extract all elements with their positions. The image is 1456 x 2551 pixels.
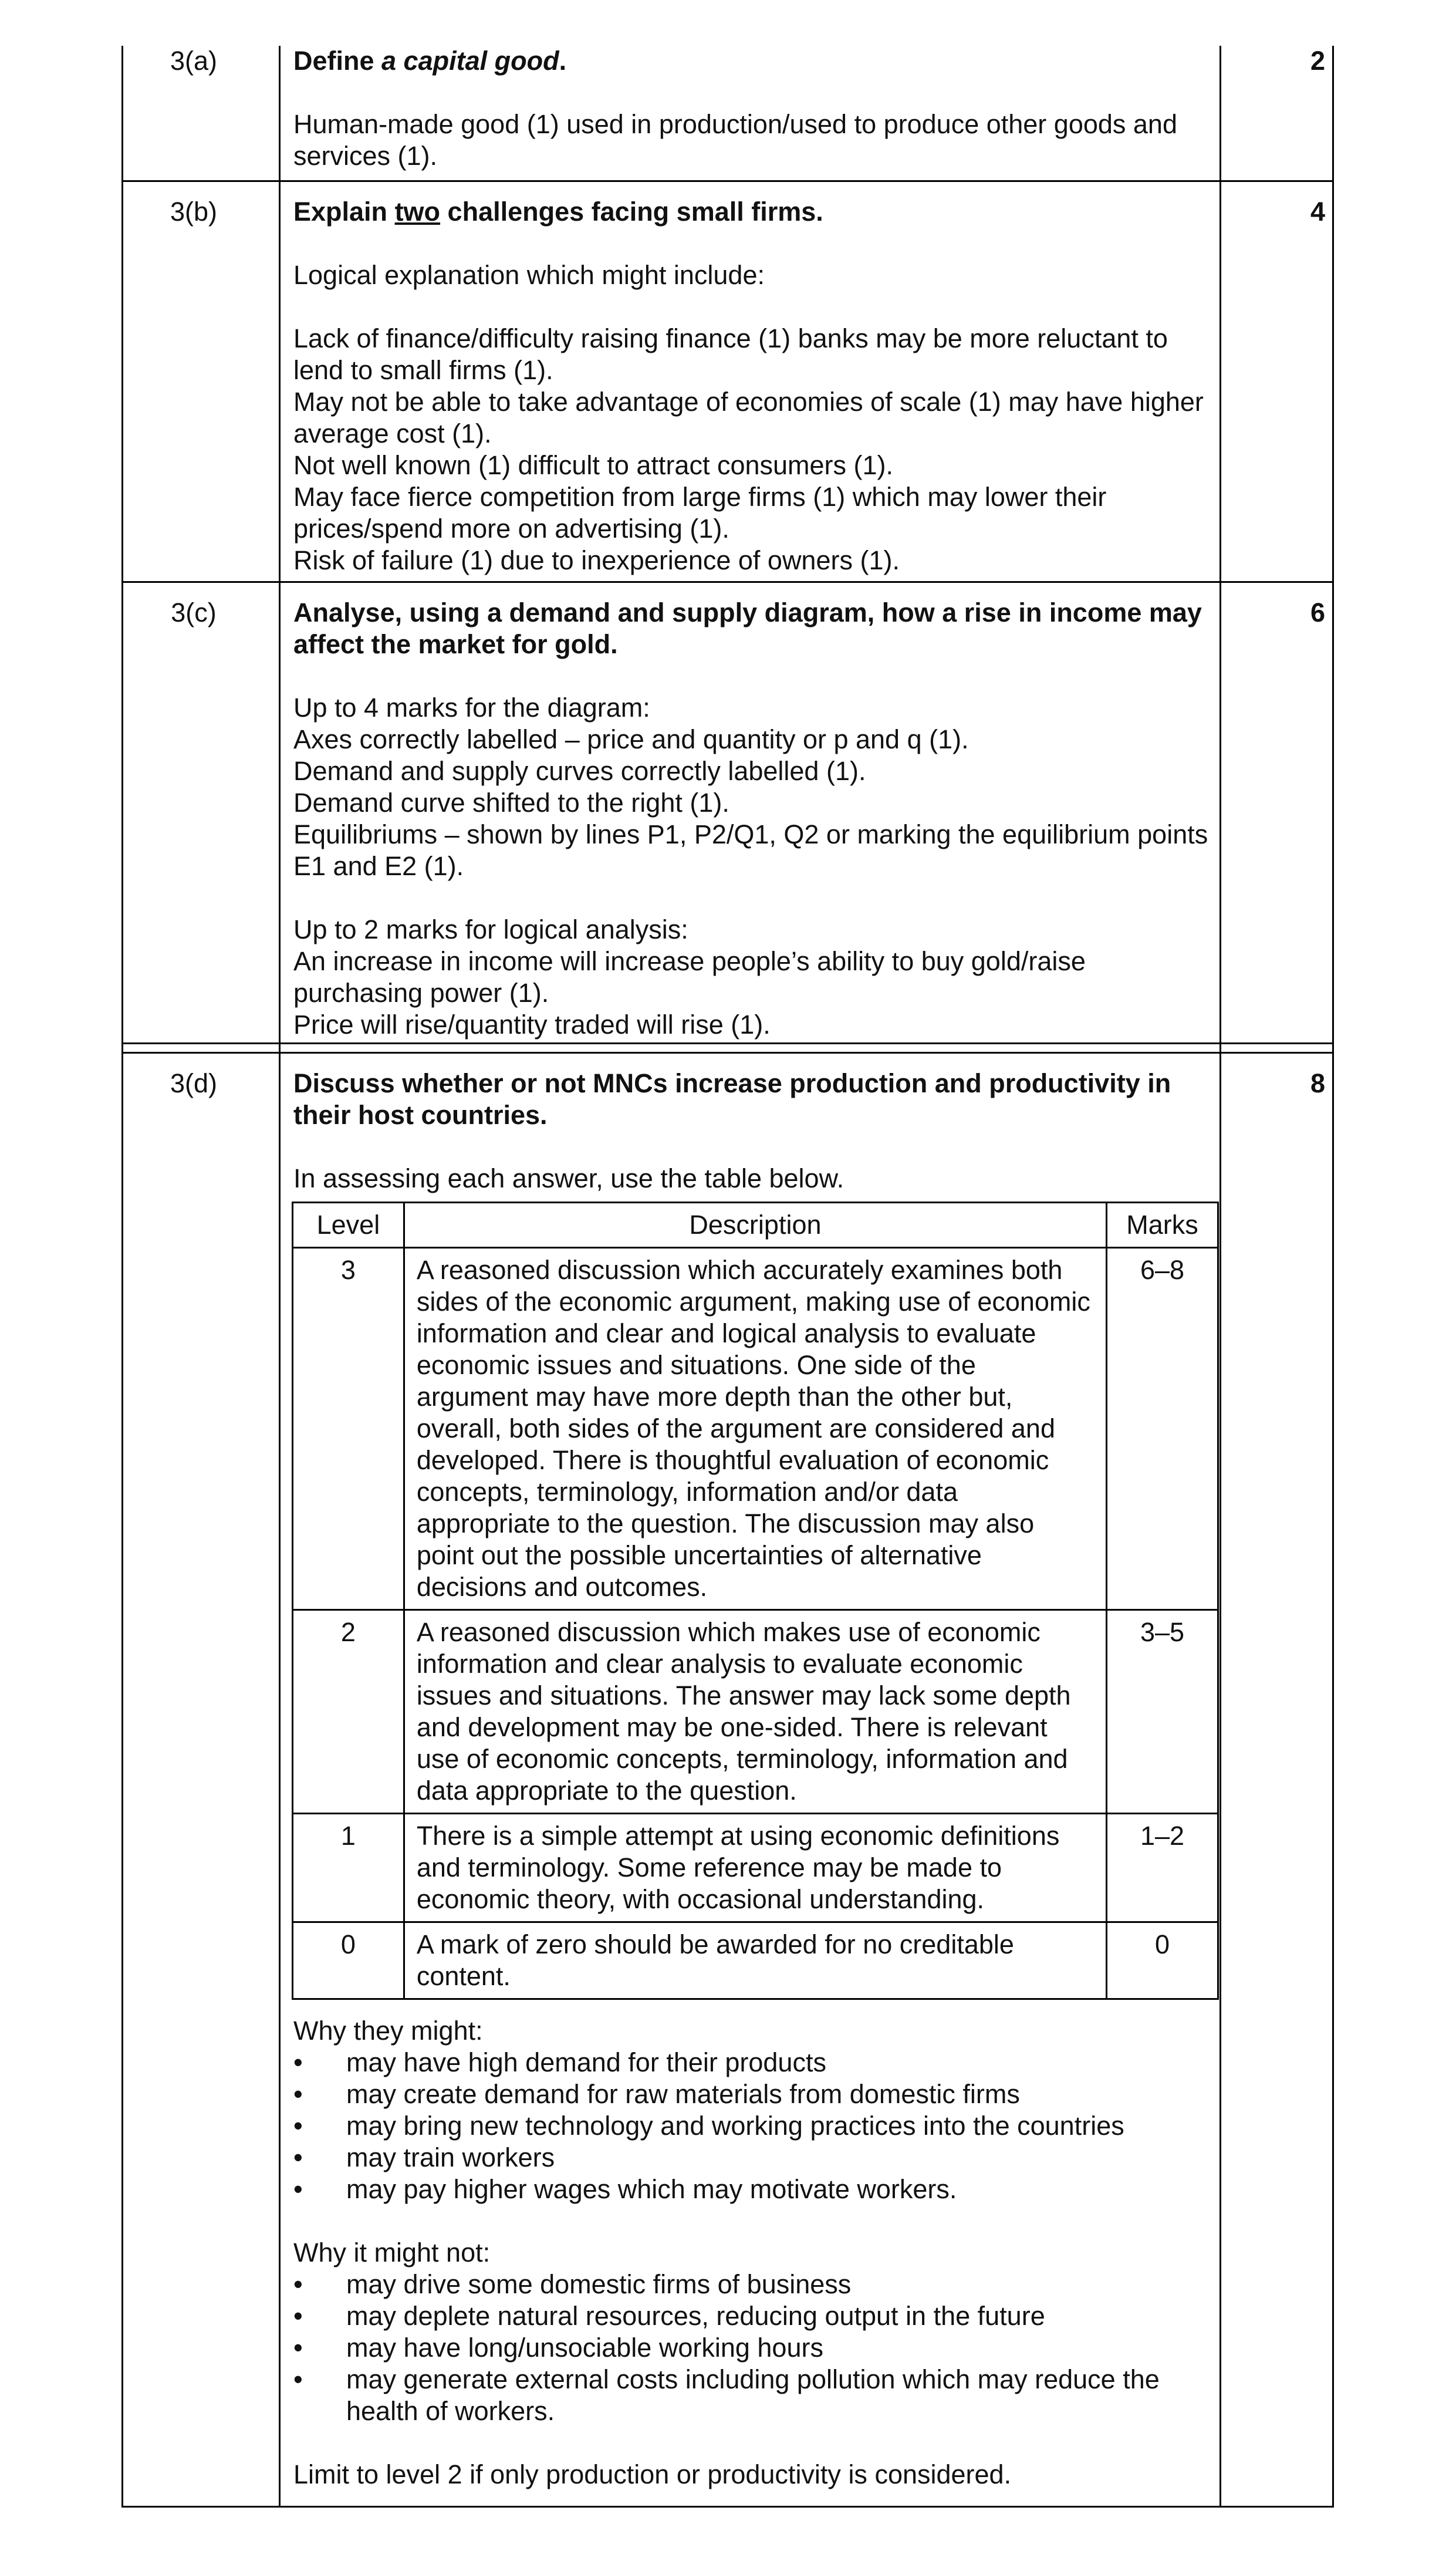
level-cell: 2 (293, 1610, 404, 1814)
answer-point: Equilibriums – shown by lines P1, P2/Q1, Q2 or marking the equilibrium points E1 and E2 (1). (293, 819, 1208, 881)
description-cell: A mark of zero should be awarded for no creditable content. (404, 1922, 1106, 1999)
list-item: • may create demand for raw materials from domestic firms (293, 2078, 1209, 2110)
table-border-bottom (121, 2506, 1334, 2508)
list-item: • may have high demand for their products (293, 2047, 1209, 2078)
why-might-heading: Why they might: (293, 2016, 483, 2046)
question-number: 3(b) (170, 197, 218, 227)
question-number: 3(d) (170, 1068, 218, 1098)
question-number: 3(a) (170, 46, 218, 76)
list-item: • may deplete natural resources, reducing output in the future (293, 2300, 1209, 2332)
question-text: Analyse, using a demand and supply diagram, how a rise in income may affect the market for gold. (293, 598, 1202, 659)
question-content (293, 45, 1209, 172)
question-content (293, 1068, 1209, 1194)
marks-cell: 3–5 (1107, 1610, 1218, 1814)
question-content (293, 196, 1209, 576)
answer-point: Not well known (1) difficult to attract consumers (1). (293, 450, 894, 480)
list-item: • may bring new technology and working practices into the countries (293, 2110, 1209, 2142)
list-item: • may train workers (293, 2142, 1209, 2174)
answer-point: Demand and supply curves correctly labelled (1). (293, 756, 866, 786)
question-content (293, 597, 1209, 1041)
table-row (293, 1610, 1218, 1814)
description-cell: There is a simple attempt at using economic definitions and terminology. Some reference may be made to economic theory, with occasional understanding. (404, 1814, 1106, 1922)
list-item: • may pay higher wages which may motivate workers. (293, 2174, 1209, 2205)
question-text: Explain two challenges facing small firms. (293, 197, 823, 227)
why-not-list (293, 2269, 1209, 2427)
answer-point: May not be able to take advantage of economies of scale (1) may have higher average cost (1). (293, 387, 1204, 448)
table-row (293, 1814, 1218, 1922)
marks-cell: 0 (1107, 1922, 1218, 1999)
limit-note: Limit to level 2 if only production or productivity is considered. (293, 2459, 1012, 2489)
answer-intro: Logical explanation which might include: (293, 260, 765, 290)
table-row (293, 1922, 1218, 1999)
table-divider-number (279, 46, 281, 2508)
row-separator (121, 1052, 1334, 1054)
level-descriptor-table (292, 1202, 1219, 2000)
row-separator (121, 581, 1334, 583)
table-divider-marks (1219, 46, 1221, 2508)
question-marks: 2 (1310, 46, 1325, 76)
column-header-marks: Marks (1107, 1203, 1218, 1248)
marks-cell: 1–2 (1107, 1814, 1218, 1922)
table-border-right (1332, 46, 1334, 2508)
table-intro: In assessing each answer, use the table below. (293, 1163, 844, 1193)
list-item: • may have long/unsociable working hours (293, 2332, 1209, 2364)
marks-cell: 6–8 (1107, 1248, 1218, 1610)
question-marks: 4 (1310, 197, 1325, 227)
level-cell: 0 (293, 1922, 404, 1999)
column-header-description: Description (404, 1203, 1106, 1248)
answer-text: Human-made good (1) used in production/used to produce other goods and services (1). (293, 109, 1177, 171)
why-might-list (293, 2047, 1209, 2205)
question-text: Define a capital good. (293, 46, 567, 76)
list-item: • may generate external costs including pollution which may reduce the health of workers. (293, 2364, 1209, 2427)
level-cell: 3 (293, 1248, 404, 1610)
diagram-heading: Up to 4 marks for the diagram: (293, 693, 650, 723)
answer-point: An increase in income will increase people’s ability to buy gold/raise purchasing power (1). (293, 946, 1086, 1008)
table-border-left (121, 46, 123, 2508)
level-cell: 1 (293, 1814, 404, 1922)
analysis-heading: Up to 2 marks for logical analysis: (293, 915, 688, 944)
why-not-heading: Why it might not: (293, 2238, 491, 2267)
question-marks: 6 (1310, 598, 1325, 627)
answer-point: Risk of failure (1) due to inexperience of owners (1). (293, 545, 900, 575)
answer-point: May face fierce competition from large firms (1) which may lower their prices/spend more on advertising (1). (293, 482, 1107, 544)
answer-point: Price will rise/quantity traded will rise (1). (293, 1010, 771, 1040)
column-header-level: Level (293, 1203, 404, 1248)
discussion-points (293, 2015, 1209, 2491)
answer-point: Lack of finance/difficulty raising finance (1) banks may be more reluctant to lend to small firms (1). (293, 323, 1168, 385)
question-text: Discuss whether or not MNCs increase production and productivity in their host countries. (293, 1068, 1171, 1130)
description-cell: A reasoned discussion which accurately examines both sides of the economic argument, making use of economic information and clear and logical analysis to evaluate economic issues and situations. One side of the argument may have more depth than the other but, overall, both sides of the argument are considered and developed. There is thoughtful evaluation of economic concepts, terminology, information and/or data appropriate to the question. The discussion may also point out the possible uncertainties of alternative decisions and outcomes. (404, 1248, 1106, 1610)
row-separator (121, 1042, 1334, 1044)
table-row (293, 1248, 1218, 1610)
question-number: 3(c) (171, 598, 217, 627)
list-item: • may drive some domestic firms of business (293, 2269, 1209, 2300)
description-cell: A reasoned discussion which makes use of economic information and clear analysis to evaluate economic issues and situations. The answer may lack some depth and development may be one-sided. There is relevant use of economic concepts, terminology, information and data appropriate to the question. (404, 1610, 1106, 1814)
row-separator (121, 180, 1334, 182)
table-header-row (293, 1203, 1218, 1248)
answer-point: Axes correctly labelled – price and quantity or p and q (1). (293, 724, 969, 754)
question-marks: 8 (1310, 1068, 1325, 1098)
answer-point: Demand curve shifted to the right (1). (293, 788, 729, 818)
